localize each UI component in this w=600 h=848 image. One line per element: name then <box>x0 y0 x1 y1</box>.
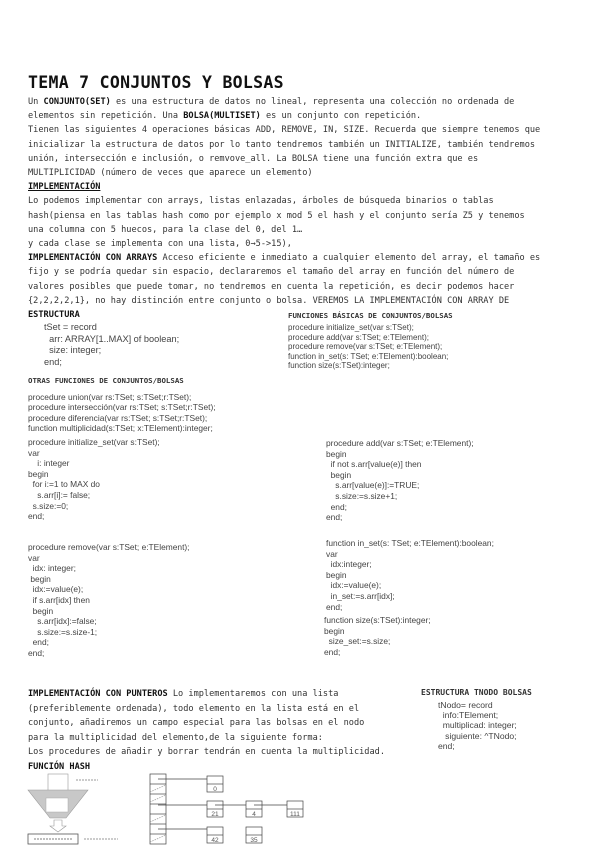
code-add <box>326 438 474 523</box>
node-value: 4 <box>252 811 256 818</box>
code-line: function multiplicidad(s:TSet; x:TElement):integer; <box>28 423 213 434</box>
text-line: conjunto, añadiremos un campo especial para las bolsas en el nodo <box>28 718 365 728</box>
heading-arrays: IMPLEMENTACIÓN CON ARRAYS <box>28 253 158 264</box>
node-value: 42 <box>211 837 219 844</box>
code-line: function in_set(s: TSet; e:TElement):boolean; <box>326 538 494 548</box>
text: elementos sin repetición. Una <box>28 111 184 122</box>
text-line: Lo podemos implementar con arrays, listas enlazadas, árboles de búsqueda binarios o tablas <box>28 196 494 207</box>
code-line: begin <box>326 448 347 459</box>
node-value: 21 <box>211 811 219 818</box>
code-line: procedure diferencia(var rs:TSet; s:TSet;r:TSet); <box>28 412 208 423</box>
code-line: var <box>28 447 40 458</box>
text-line: inicializar la estructura de datos por lo tanto tendremos también un INITIALIZE, también tendremos <box>28 139 536 150</box>
text-line: una columna con 5 huecos, para la clase del 0, del 1… <box>28 224 303 235</box>
code-line: tNodo= record <box>438 700 493 710</box>
text: Lo implementaremos con una lista <box>167 689 339 699</box>
code-line: s.size:=s.size-1; <box>28 626 98 637</box>
code-tnodo <box>438 700 517 751</box>
section-heading-implementacion: IMPLEMENTACIÓN <box>28 182 101 193</box>
code-line: s.arr[value(e)]:=TRUE; <box>326 480 420 491</box>
code-line: for i:=1 to MAX do <box>28 479 100 490</box>
text: es un conjunto con repetición. <box>260 111 422 122</box>
text-line: MULTIPLICIDAD (número de veces que aparece un elemento) <box>28 168 313 179</box>
code-line: var <box>28 552 40 563</box>
text-line: {2,2,2,2,1}, no hay distinción entre conjunto o bolsa. VEREMOS LA IMPLEMENTACIÓN CON ARRAY DE <box>28 295 510 306</box>
code-line: end; <box>326 512 343 523</box>
node-value: 0 <box>213 786 217 793</box>
code-line: begin <box>324 625 345 636</box>
code-line: begin <box>326 569 347 580</box>
code-line: size: integer; <box>44 345 102 355</box>
code-line: in_set:=s.arr[idx]; <box>326 590 395 601</box>
code-line: var <box>326 548 338 559</box>
heading-estructura: ESTRUCTURA <box>28 310 80 320</box>
code-line: size_set:=s.size; <box>324 636 391 647</box>
node-value: 35 <box>250 837 258 844</box>
code-line: idx:=value(e); <box>326 580 382 591</box>
code-line: multiplicad: integer; <box>438 720 517 731</box>
code-line: end; <box>326 501 347 512</box>
code-line: function size(s:TSet):integer; <box>288 361 390 371</box>
text-line: para la multiplicidad del elemento,de la siguiente forma: <box>28 732 323 743</box>
heading-funcion-hash: FUNCIÓN HASH <box>28 761 91 772</box>
text: es una estructura de datos no lineal, representa una colección no ordenada de <box>110 97 515 107</box>
code-line: begin <box>28 468 49 479</box>
text-line: Tienen las siguientes 4 operaciones básicas ADD, REMOVE, IN, SIZE. Recuerda que siempre tenemos que <box>28 125 541 136</box>
code-initialize-set <box>28 437 160 522</box>
code-line: end; <box>28 637 49 648</box>
code-line: tSet = record <box>44 322 97 332</box>
code-funciones-basicas <box>288 323 448 371</box>
intro-paragraph <box>28 95 540 308</box>
code-line: s.size:=0; <box>28 500 69 511</box>
code-line: arr: ARRAY[1..MAX] of boolean; <box>44 333 180 344</box>
code-line: end; <box>324 646 341 657</box>
heading-tnodo: ESTRUCTURA TNODO BOLSAS <box>421 688 532 697</box>
text-line: (preferiblemente ordenada), todo elemento en la lista está en el <box>28 703 360 714</box>
code-line: procedure remove(var s:TSet; e:TElement); <box>28 542 190 552</box>
punteros-paragraph <box>28 687 385 774</box>
term-bolsa: BOLSA(MULTISET) <box>183 111 261 122</box>
code-line: function size(s:TSet):integer; <box>324 615 431 625</box>
text: Acceso eficiente e inmediato a cualquier elemento del array, el tamaño es <box>157 253 541 264</box>
code-line: siguiente: ^TNodo; <box>438 730 517 741</box>
code-line: begin <box>28 605 54 616</box>
code-line: if not s.arr[value(e)] then <box>326 459 422 470</box>
text-line: valores posibles que puede tomar, no tendremos en cuenta la repetición, es decir podemos hacer <box>28 281 515 292</box>
code-line: s.arr[i]:= false; <box>28 489 91 500</box>
code-line: procedure initialize_set(var s:TSet); <box>288 323 414 332</box>
code-line: end; <box>28 511 45 522</box>
code-line: procedure initialize_set(var s:TSet); <box>28 437 160 447</box>
hash-table-diagram <box>140 772 380 846</box>
text-line: unión, intersección e inclusión, o remvove_all. La BOLSA tiene una función extra que es <box>28 153 479 164</box>
term-conjunto: CONJUNTO(SET) <box>43 97 111 107</box>
code-line: end; <box>438 740 455 751</box>
code-line: s.size:=s.size+1; <box>326 490 398 501</box>
code-otras-funciones <box>28 392 216 434</box>
code-line: idx:integer; <box>326 559 372 570</box>
hash-funnel-figure <box>26 772 126 846</box>
page-title: TEMA 7 CONJUNTOS Y BOLSAS <box>28 73 284 92</box>
code-line: idx: integer; <box>28 563 76 574</box>
code-remove <box>28 542 190 659</box>
code-line: i: integer <box>28 458 70 469</box>
code-line: end; <box>44 356 62 367</box>
text-line: Los procedures de añadir y borrar tendrán en cuenta la multiplicidad. <box>28 747 385 757</box>
heading-otras-funciones: OTRAS FUNCIONES DE CONJUNTOS/BOLSAS <box>28 376 184 385</box>
code-line: procedure add(var s:TSet; e:TElement); <box>288 332 429 342</box>
code-line: begin <box>28 573 51 584</box>
code-size <box>324 615 431 657</box>
code-line: info:TElement; <box>438 710 499 721</box>
code-line: procedure union(var rs:TSet; s:TSet;r:TSet); <box>28 392 192 402</box>
node-value: 111 <box>290 811 300 818</box>
code-line: begin <box>326 469 352 480</box>
code-line: end; <box>326 601 343 612</box>
code-line: idx:=value(e); <box>28 584 84 595</box>
text-line: y cada clase se implementa con una lista, 0→5->15), <box>28 239 292 250</box>
text-line: hash(piensa en las tablas hash como por ejemplo x mod 5 el hash y el conjunto sería Z5 y tenemos <box>28 210 525 221</box>
code-in-set <box>326 538 494 612</box>
code-line: procedure intersección(var rs:TSet; s:TSet;r:TSet); <box>28 402 216 413</box>
code-estructura <box>44 322 179 368</box>
text-line: fijo y se podría quedar sin espacio, declararemos el tamaño del array en función del número de <box>28 267 515 278</box>
code-line: procedure add(var s:TSet; e:TElement); <box>326 438 474 448</box>
code-line: s.arr[idx]:=false; <box>28 616 97 627</box>
heading-punteros: IMPLEMENTACIÓN CON PUNTEROS <box>28 689 168 699</box>
code-line: procedure remove(var s:TSet; e:TElement); <box>288 342 443 352</box>
code-line: if s.arr[idx] then <box>28 594 90 605</box>
code-line: function in_set(s: TSet; e:TElement):boolean; <box>288 351 449 361</box>
heading-funciones-basicas: FUNCIONES BÁSICAS DE CONJUNTOS/BOLSAS <box>288 311 453 320</box>
code-line: end; <box>28 647 45 658</box>
text: Un <box>28 97 44 107</box>
